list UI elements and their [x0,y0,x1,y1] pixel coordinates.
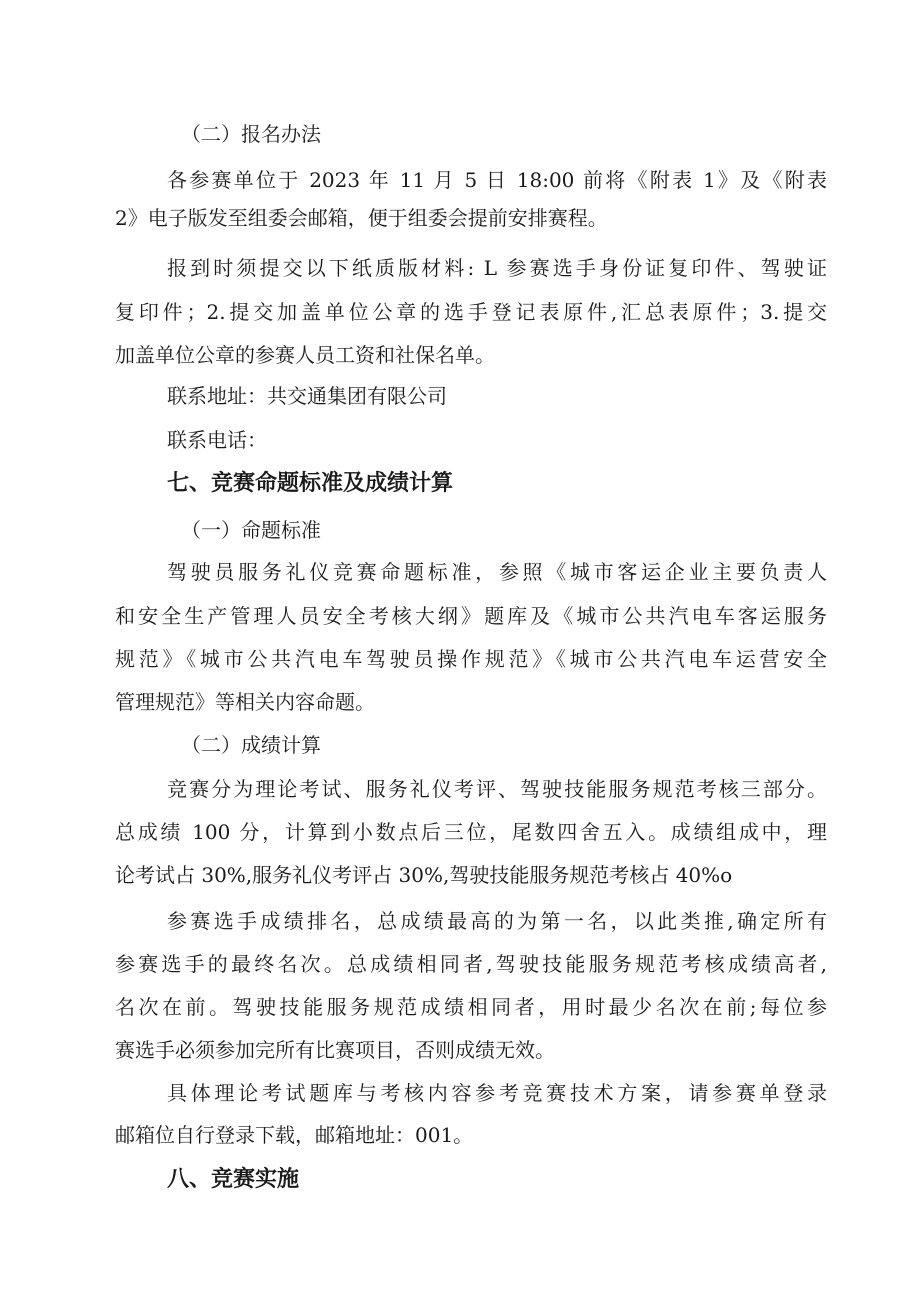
paragraph-line: 参赛选手成绩排名，总成绩最高的为第一名，以此类推,确定所有 [167,909,827,933]
section-heading-eight: 八、竞赛实施 [167,1167,300,1192]
paragraph-line: 管理规范》等相关内容命题。 [115,690,375,714]
paragraph-line: 具体理论考试题库与考核内容参考竞赛技术方案，请参赛单登录 [167,1081,827,1105]
subheading-score-calculation: （二）成绩计算 [181,733,321,757]
paragraph-line: 和安全生产管理人员安全考核大纲》题库及《城市公共汽电车客运服务 [115,604,827,628]
paragraph-line: 2》电子版发至组委会邮箱，便于组委会提前安排赛程。 [115,206,608,230]
paragraph-line: 竞赛分为理论考试、服务礼仪考评、驾驶技能服务规范考核三部分。 [167,777,827,801]
paragraph-line: 名次在前。驾驶技能服务规范成绩相同者，用时最少名次在前;每位参 [115,995,827,1019]
paragraph-line: 各参赛单位于 2023 年 11 月 5 日 18:00 前将《附表 1》及《附表 [167,168,827,192]
paragraph-line: 赛选手必须参加完所有比赛项目，否则成绩无效。 [115,1038,555,1062]
paragraph-line: 规范》《城市公共汽电车驾驶员操作规范》《城市公共汽电车运营安全 [115,647,827,671]
paragraph-line: 加盖单位公章的参赛人员工资和社保名单。 [115,343,495,367]
paragraph-line: 驾驶员服务礼仪竞赛命题标准，参照《城市客运企业主要负责人 [167,560,827,584]
paragraph-line: 论考试占 30%,服务礼仪考评占 30%,驾驶技能服务规范考核占 40%o [115,863,733,887]
paragraph-line: 总成绩 100 分，计算到小数点后三位，尾数四舍五入。成绩组成中，理 [115,820,827,844]
paragraph-line: 复印件；2.提交加盖单位公章的选手登记表原件,汇总表原件；3.提交 [115,300,827,324]
subheading-registration-method: （二）报名办法 [181,122,321,146]
section-heading-seven: 七、竞赛命题标准及成绩计算 [167,471,454,496]
paragraph-line: 报到时须提交以下纸质版材料: L 参赛选手身份证复印件、驾驶证 [167,256,827,280]
contact-phone: 联系电话： [167,428,267,452]
contact-address: 联系地址：共交通集团有限公司 [167,384,447,408]
paragraph-line: 参赛选手的最终名次。总成绩相同者,驾驶技能服务规范考核成绩高者, [115,952,827,976]
subheading-question-standard: （一）命题标准 [181,518,321,542]
paragraph-line: 邮箱位自行登录下载，邮箱地址：001。 [115,1123,474,1147]
